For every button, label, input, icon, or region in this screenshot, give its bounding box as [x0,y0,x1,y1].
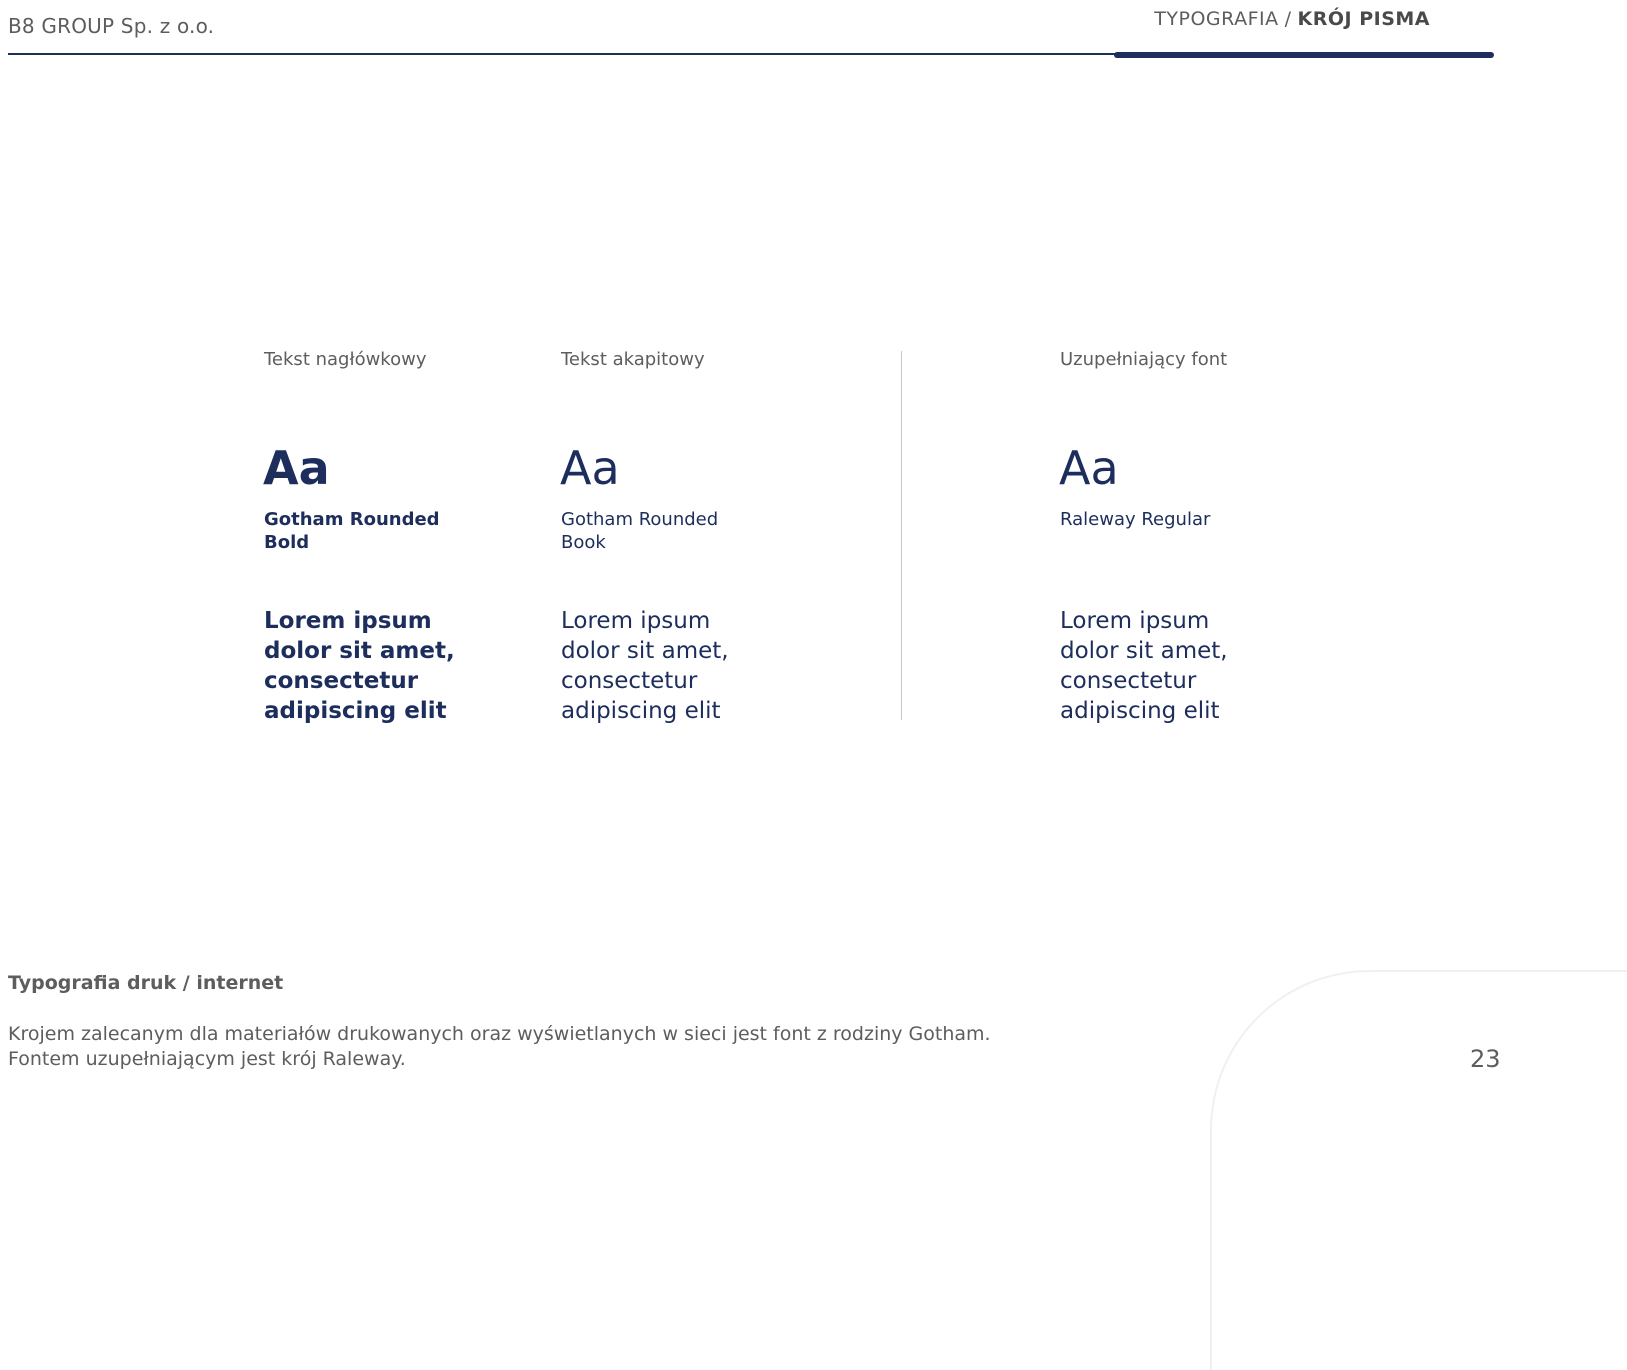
font-sample-body: Aa [560,441,620,495]
font-sample-supplementary: Aa [1059,441,1119,495]
footer-title: Typografia druk / internet [8,972,284,994]
header-rule-accent [1114,52,1494,58]
lorem-line: dolor sit amet, [264,638,455,664]
font-sample-heading: Aa [263,441,330,495]
header-rule [8,53,1116,55]
footer-description [8,1022,991,1072]
section-separator: / [1284,8,1292,30]
lorem-sample-supplementary [1060,606,1290,726]
font-name-line: Gotham Rounded [561,509,719,530]
lorem-line: Lorem ipsum [1060,608,1210,634]
lorem-line: adipiscing elit [1060,698,1220,724]
section-label: TYPOGRAFIA [1154,8,1279,30]
lorem-line: dolor sit amet, [561,638,729,664]
lorem-line: consectetur [264,668,419,694]
column-label-supplementary: Uzupełniający font [1060,349,1228,370]
company-name: B8 GROUP Sp. z o.o. [8,14,215,38]
font-name-line: Book [561,532,606,553]
font-name-heading [264,508,464,554]
lorem-line: dolor sit amet, [1060,638,1228,664]
subsection-label: KRÓJ PISMA [1297,8,1430,30]
font-name-body [561,508,761,554]
decorative-arc [1210,970,1627,1370]
font-name-line: Raleway Regular [1060,509,1211,530]
font-name-supplementary [1060,508,1260,531]
font-name-line: Gotham Rounded [264,509,440,530]
column-label-body: Tekst akapitowy [561,349,705,370]
lorem-line: Lorem ipsum [561,608,711,634]
lorem-line: consectetur [561,668,698,694]
lorem-line: adipiscing elit [264,698,447,724]
footer-line: Fontem uzupełniającym jest krój Raleway. [8,1048,406,1070]
lorem-line: Lorem ipsum [264,608,432,634]
column-label-heading: Tekst nagłówkowy [264,349,427,370]
lorem-line: consectetur [1060,668,1197,694]
footer-line: Krojem zalecanym dla materiałów drukowanych oraz wyświetlanych w sieci jest font z rodziny Gotham. [8,1023,991,1045]
section-title [1154,8,1430,30]
column-divider [901,351,902,720]
page-number: 23 [1470,1045,1501,1073]
lorem-sample-heading [264,606,494,726]
lorem-sample-body [561,606,791,726]
lorem-line: adipiscing elit [561,698,721,724]
font-name-line: Bold [264,532,310,553]
